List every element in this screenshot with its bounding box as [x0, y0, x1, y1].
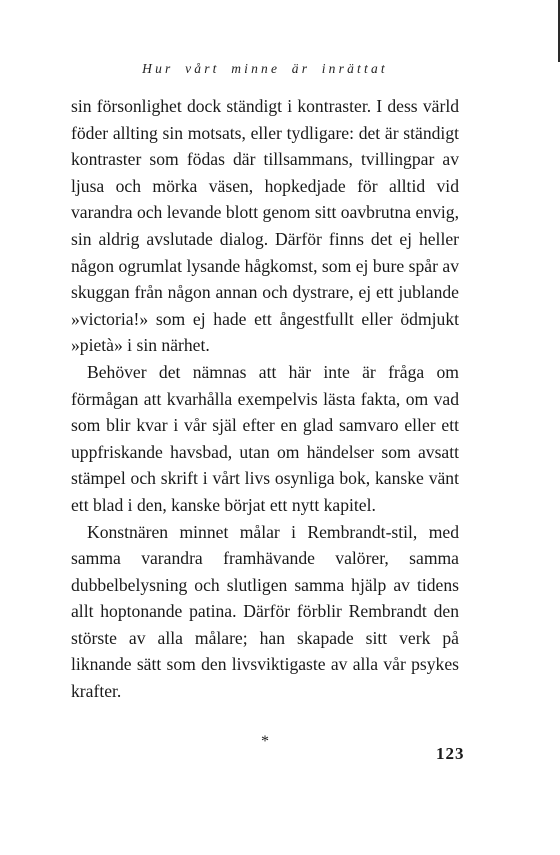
- running-head: Hur vårt minne är inrättat: [142, 61, 388, 76]
- page-number: 123: [436, 744, 465, 763]
- body-text: [71, 93, 459, 705]
- paragraph-2: Behöver det nämnas att här inte är fråga om förmågan att kvarhålla exempelvis lästa fakta, om vad som blir kvar i vår själ efter en glad samvaro eller ett uppfriskande havsbad, utan om händelser som avsatt stämpel och skrift i vårt livs osynliga bok, kanske vänt ett blad i den, kanske börjat ett nytt kapitel.: [71, 361, 459, 515]
- section-break-asterisk: *: [261, 733, 269, 750]
- paragraph-3: Konstnären minnet målar i Rembrandt-stil, med samma varandra framhävande valörer, samma dubbelbelysning och slutligen samma hjälp av tidens allt hoptonande patina. Därför förblir Rembrandt den störste av alla målare; han skapade sitt verk på liknande sätt som den livsviktigaste av alla vår psykes krafter.: [71, 521, 459, 702]
- paragraph-1: sin försonlighet dock ständigt i kontraster. I dess värld föder allting sin motsats, eller tydligare: det är ständigt kontraster som födas där tillsammans, tvillingpar av ljusa och mörka väsen, hopkedjade för alltid vid varandra och levande blott genom sitt oavbrutna envig, sin aldrig avslutade dialog. Därför finns det ej heller någon ogrumlat lysande hågkomst, som ej bure spår av skuggan från någon annan och dystrare, ej ett jublande »victoria!» som ej hade ett ångestfullt eller ödmjukt »pietà» i sin närhet.: [71, 96, 459, 356]
